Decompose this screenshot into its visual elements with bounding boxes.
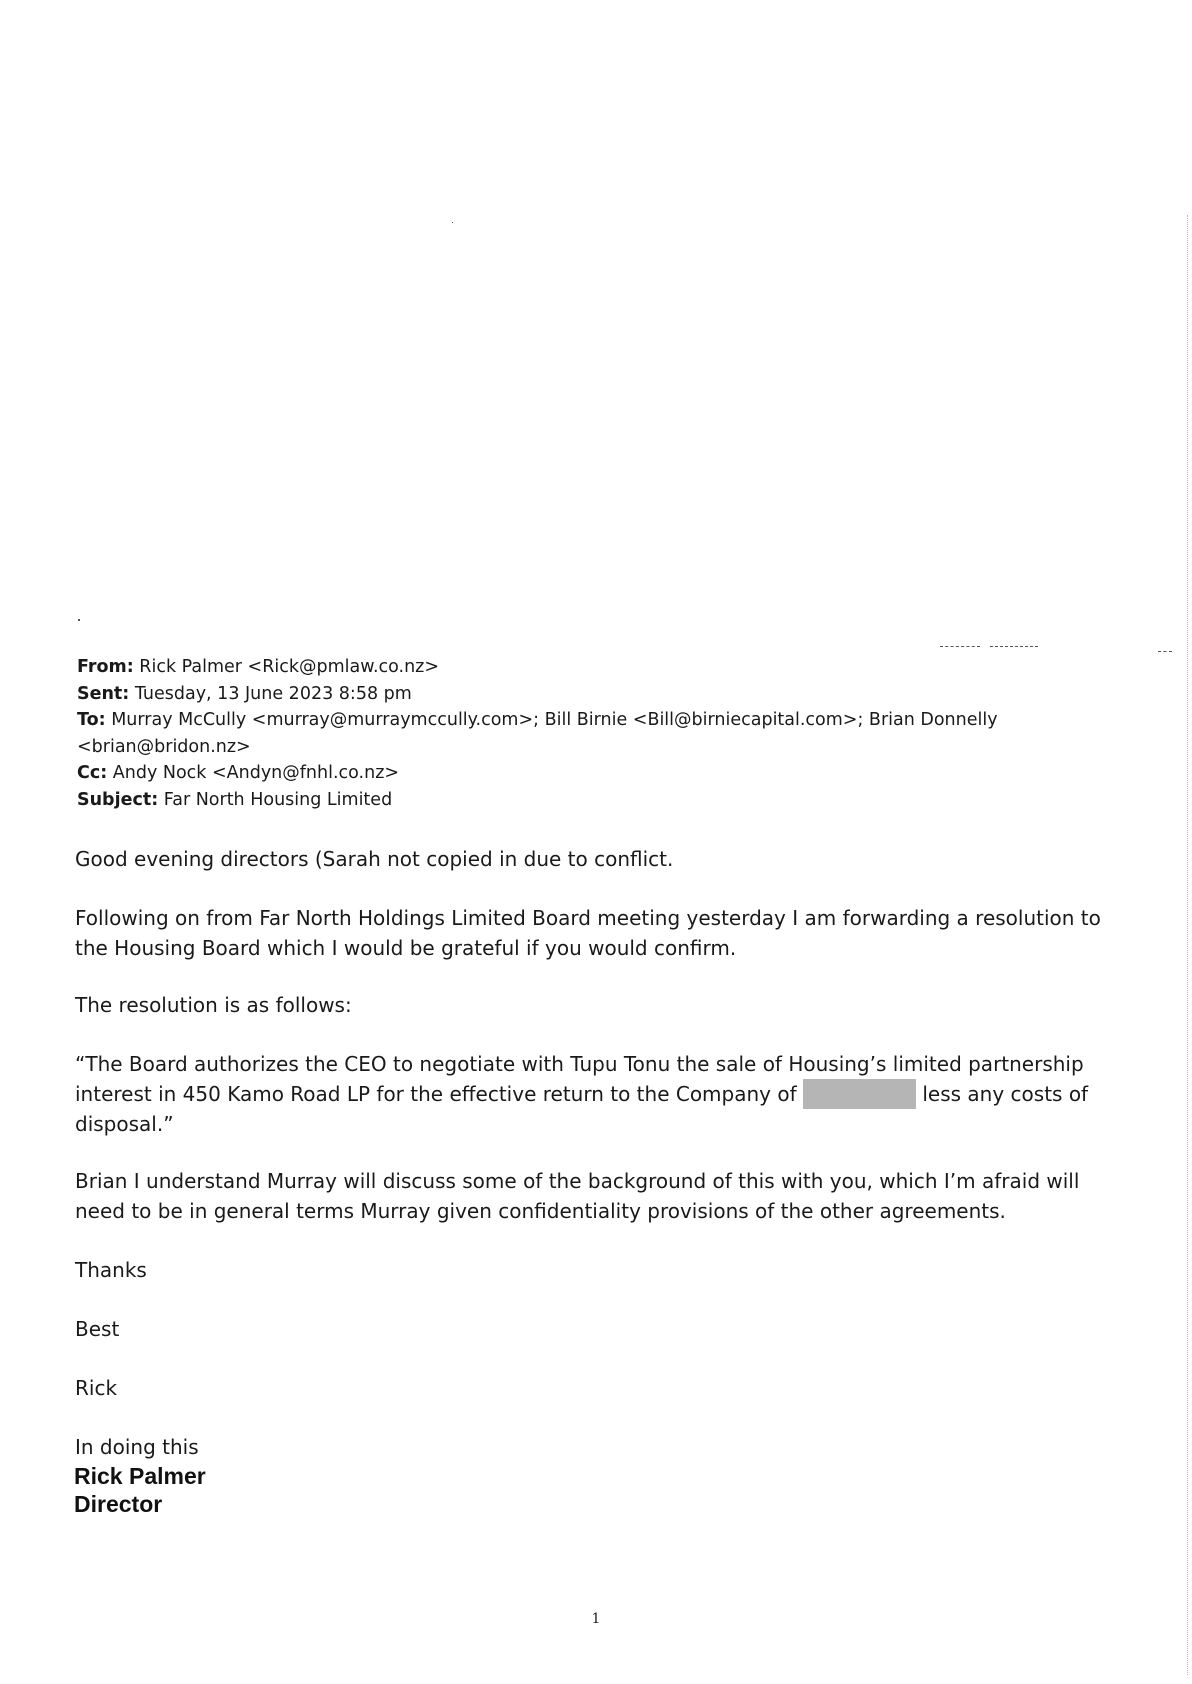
- background-paragraph: Brian I understand Murray will discuss some of the background of this with you, which I’m afraid will need to be in general terms Murray given confidentiality provisions of the other agreements.: [75, 1169, 1080, 1223]
- from-label: From:: [77, 657, 134, 677]
- greeting-paragraph: Good evening directors (Sarah not copied in due to conflict.: [75, 847, 674, 871]
- subject-value: Far North Housing Limited: [158, 789, 393, 810]
- from-value: Rick Palmer <Rick@pmlaw.co.nz>: [133, 657, 440, 677]
- resolution-text-before: “The Board authorizes the CEO to negotiate with Tupu Tonu the sale of Housing’s limited partnership interest in 450 Kamo Road LP for the effective return to the Company of: [75, 1052, 1084, 1106]
- intro-paragraph: Following on from Far North Holdings Limited Board meeting yesterday I am forwarding a resolution to the Housing Board which I would be grateful if you would confirm.: [75, 906, 1101, 960]
- email-to-row: [77, 707, 1037, 734]
- email-from-row: [77, 654, 1037, 681]
- cc-label: Cc:: [77, 763, 108, 783]
- scan-line-artifact: [1158, 651, 1172, 652]
- email-to-row-continued: [77, 734, 1037, 761]
- resolution-intro-paragraph: The resolution is as follows:: [75, 993, 352, 1017]
- signature-title: Director: [74, 1491, 163, 1517]
- scan-line-artifact: [990, 646, 1038, 647]
- sent-label: Sent:: [77, 683, 130, 704]
- email-subject-row: [77, 787, 1037, 814]
- to-value: Murray McCully <murray@murraymccully.com>; Bill Birnie <Bill@birniecapital.com>; Brian Donnelly: [105, 710, 998, 730]
- to-label: To:: [77, 710, 106, 730]
- closing-line: In doing this: [75, 1435, 199, 1459]
- sent-value: Tuesday, 13 June 2023 8:58 pm: [129, 683, 412, 704]
- thanks-line: Thanks: [75, 1258, 147, 1282]
- redaction-block: [803, 1079, 916, 1109]
- signature-name: Rick Palmer: [74, 1463, 206, 1489]
- best-line: Best: [75, 1317, 120, 1341]
- resolution-paragraph: [75, 1049, 1125, 1139]
- email-cc-row: [77, 760, 1037, 787]
- subject-label: Subject:: [77, 789, 159, 810]
- scan-speck: [78, 619, 80, 621]
- to-value-continued: <brian@bridon.nz>: [77, 736, 251, 757]
- email-header: [77, 654, 1037, 813]
- resolution-text-after: less any costs of disposal.”: [75, 1082, 1089, 1136]
- email-sent-row: [77, 681, 1037, 708]
- scan-speck: [452, 222, 453, 223]
- page-number: 1: [591, 1611, 601, 1627]
- scan-edge-artifact: [1187, 215, 1188, 1675]
- cc-value: Andy Nock <Andyn@fnhl.co.nz>: [107, 763, 400, 783]
- sender-name-line: Rick: [75, 1376, 118, 1400]
- scan-line-artifact: [940, 646, 980, 647]
